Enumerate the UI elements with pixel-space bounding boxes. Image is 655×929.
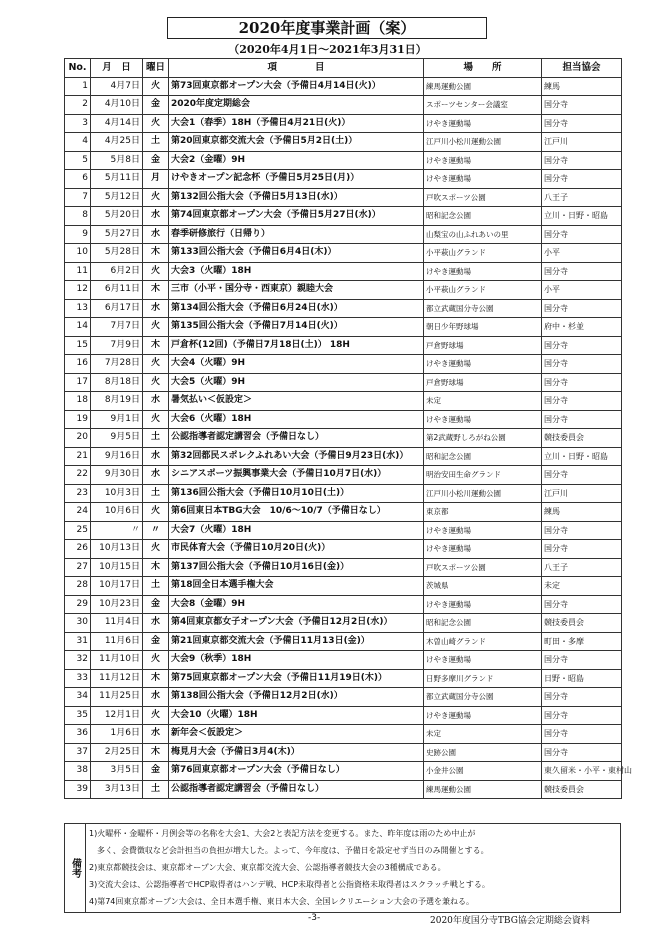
row-item: 春季研修旅行（日帰り） <box>169 225 424 244</box>
row-date: 6月17日 <box>91 299 143 318</box>
row-place: 小平萩山グランド <box>424 244 542 263</box>
row-place: 戸倉野球場 <box>424 336 542 355</box>
period-subtitle: （2020年4月1日～2021年3月31日） <box>228 43 427 56</box>
row-place: 都立武蔵国分寺公園 <box>424 299 542 318</box>
row-place: けやき運動場 <box>424 410 542 429</box>
row-assoc: 競技委員会 <box>542 614 622 633</box>
row-day: 金 <box>143 632 169 651</box>
row-place: 第2武蔵野しろがね公園 <box>424 429 542 448</box>
table-row <box>65 632 622 651</box>
row-date: 10月23日 <box>91 595 143 614</box>
row-place: 朝日少年野球場 <box>424 318 542 337</box>
row-place: 木曽山崎グランド <box>424 632 542 651</box>
row-no: 36 <box>65 725 91 744</box>
row-assoc: 競技委員会 <box>542 429 622 448</box>
row-day: 木 <box>143 336 169 355</box>
row-place: けやき運動場 <box>424 595 542 614</box>
row-assoc: 国分寺 <box>542 410 622 429</box>
row-day: 火 <box>143 262 169 281</box>
row-date: 10月15日 <box>91 558 143 577</box>
row-item: 第18回全日本選手権大会 <box>169 577 424 596</box>
row-day: 火 <box>143 355 169 374</box>
row-item: 第136回公指大会（予備日10月10日(土)） <box>169 484 424 503</box>
row-item: 第75回東京都オープン大会（予備日11月19日(木)） <box>169 669 424 688</box>
row-day: 木 <box>143 244 169 263</box>
row-day: 土 <box>143 484 169 503</box>
header-day: 曜日 <box>143 59 169 78</box>
row-day: 水 <box>143 725 169 744</box>
row-place: けやき運動場 <box>424 170 542 189</box>
row-item: 第6回東日本TBG大会 10/6～10/7（予備日なし） <box>169 503 424 522</box>
row-place: けやき運動場 <box>424 114 542 133</box>
row-place: 小平萩山グランド <box>424 281 542 300</box>
row-item: 第133回公指大会（予備日6月4日(木)） <box>169 244 424 263</box>
row-assoc: 未定 <box>542 577 622 596</box>
table-row <box>65 410 622 429</box>
row-no: 32 <box>65 651 91 670</box>
table-row <box>65 170 622 189</box>
row-no: 21 <box>65 447 91 466</box>
row-day: 木 <box>143 669 169 688</box>
row-day: 火 <box>143 114 169 133</box>
row-assoc: 立川・日野・昭島 <box>542 447 622 466</box>
notes-box <box>64 823 621 913</box>
note-line: 4)第74回東京都オープン大会は、全日本選手権、東日本大会、全国レクリエーション大会の予選を兼ねる。 <box>89 897 475 906</box>
row-item: 大会1（春季）18H（予備日4月21日(火)） <box>169 114 424 133</box>
row-date: 4月25日 <box>91 133 143 152</box>
row-date: 10月13日 <box>91 540 143 559</box>
row-day: 金 <box>143 762 169 781</box>
row-no: 23 <box>65 484 91 503</box>
row-day: 火 <box>143 540 169 559</box>
row-item: 梅見月大会（予備日3月4(木)） <box>169 743 424 762</box>
row-item: 大会7（火曜）18H <box>169 521 424 540</box>
row-day: 水 <box>143 299 169 318</box>
note-line: 多く、会費徴収など会計担当の負担が増大した。よって、今年度は、予備日を設定せず当日のみ開催とする。 <box>89 846 489 855</box>
row-day: 土 <box>143 429 169 448</box>
row-place: けやき運動場 <box>424 151 542 170</box>
header-item: 項 目 <box>169 59 424 78</box>
row-item: 大会9（秋季）18H <box>169 651 424 670</box>
table-row <box>65 299 622 318</box>
row-date: 4月10日 <box>91 96 143 115</box>
row-date: 11月25日 <box>91 688 143 707</box>
row-place: 未定 <box>424 392 542 411</box>
table-row <box>65 725 622 744</box>
row-place: 東京都 <box>424 503 542 522</box>
row-item: 公認指導者認定講習会（予備日なし） <box>169 780 424 799</box>
table-row <box>65 484 622 503</box>
row-day: 水 <box>143 466 169 485</box>
table-row <box>65 688 622 707</box>
row-assoc: 国分寺 <box>542 170 622 189</box>
row-assoc: 立川・日野・昭島 <box>542 207 622 226</box>
page-number: -3- <box>308 913 321 923</box>
row-no: 12 <box>65 281 91 300</box>
table-row <box>65 244 622 263</box>
row-date: 3月5日 <box>91 762 143 781</box>
row-place: 昭和記念公園 <box>424 614 542 633</box>
row-date: 7月7日 <box>91 318 143 337</box>
row-no: 4 <box>65 133 91 152</box>
row-day: 火 <box>143 318 169 337</box>
row-assoc: 国分寺 <box>542 336 622 355</box>
row-date: 4月7日 <box>91 77 143 96</box>
header-assoc: 担当協会 <box>542 59 622 78</box>
table-row <box>65 614 622 633</box>
table-row <box>65 336 622 355</box>
row-assoc: 国分寺 <box>542 521 622 540</box>
table-row <box>65 77 622 96</box>
row-item: 第138回公指大会（予備日12月2日(水)） <box>169 688 424 707</box>
row-place: 史跡公園 <box>424 743 542 762</box>
page-title: 2020年度事業計画（案） <box>167 17 487 39</box>
table-row <box>65 540 622 559</box>
row-item: 三市（小平・国分寺・西東京）親睦大会 <box>169 281 424 300</box>
row-item: 大会2（金曜）9H <box>169 151 424 170</box>
table-row <box>65 114 622 133</box>
row-item: 第132回公指大会（予備日5月13日(水)） <box>169 188 424 207</box>
row-date: 9月16日 <box>91 447 143 466</box>
table-row <box>65 207 622 226</box>
row-assoc: 国分寺 <box>542 725 622 744</box>
row-no: 7 <box>65 188 91 207</box>
row-place: 明治安田生命グランド <box>424 466 542 485</box>
row-no: 20 <box>65 429 91 448</box>
row-day: 水 <box>143 447 169 466</box>
row-date: 〃 <box>91 521 143 540</box>
table-row <box>65 262 622 281</box>
row-date: 10月17日 <box>91 577 143 596</box>
row-date: 5月8日 <box>91 151 143 170</box>
row-assoc: 江戸川 <box>542 133 622 152</box>
row-place: 日野多摩川グランド <box>424 669 542 688</box>
row-assoc: 江戸川 <box>542 484 622 503</box>
document-footer: 2020年度国分寺TBG協会定期総会資料 <box>430 916 590 926</box>
table-row <box>65 447 622 466</box>
row-day: 水 <box>143 392 169 411</box>
row-place: 江戸川小松川運動公園 <box>424 133 542 152</box>
row-date: 11月6日 <box>91 632 143 651</box>
row-assoc: 国分寺 <box>542 355 622 374</box>
note-line: 2)東京都競技会は、東京都オープン大会、東京都交流大会、公認指導者競技大会の3種構成である。 <box>89 863 446 872</box>
row-day: 火 <box>143 651 169 670</box>
row-assoc: 国分寺 <box>542 595 622 614</box>
row-date: 9月1日 <box>91 410 143 429</box>
row-no: 18 <box>65 392 91 411</box>
row-no: 13 <box>65 299 91 318</box>
table-row <box>65 281 622 300</box>
row-no: 30 <box>65 614 91 633</box>
row-no: 14 <box>65 318 91 337</box>
row-place: けやき運動場 <box>424 651 542 670</box>
row-day: 〃 <box>143 521 169 540</box>
row-date: 11月10日 <box>91 651 143 670</box>
row-place: 練馬運動公園 <box>424 780 542 799</box>
note-line: 3)交流大会は、公認指導者でHCP取得者はハンデ戦、HCP未取得者と公指資格未取得者はスクラッチ戦とする。 <box>89 880 490 889</box>
table-row <box>65 392 622 411</box>
table-row <box>65 706 622 725</box>
row-date: 2月25日 <box>91 743 143 762</box>
row-day: 水 <box>143 225 169 244</box>
row-date: 8月18日 <box>91 373 143 392</box>
row-date: 5月11日 <box>91 170 143 189</box>
row-assoc: 小平 <box>542 281 622 300</box>
row-date: 4月14日 <box>91 114 143 133</box>
row-no: 39 <box>65 780 91 799</box>
row-assoc: 国分寺 <box>542 225 622 244</box>
row-day: 火 <box>143 706 169 725</box>
row-date: 12月1日 <box>91 706 143 725</box>
row-day: 金 <box>143 151 169 170</box>
row-day: 土 <box>143 577 169 596</box>
row-no: 19 <box>65 410 91 429</box>
row-date: 8月19日 <box>91 392 143 411</box>
row-item: 市民体育大会（予備日10月20日(火)） <box>169 540 424 559</box>
table-row <box>65 151 622 170</box>
table-row <box>65 577 622 596</box>
row-assoc: 国分寺 <box>542 392 622 411</box>
row-item: 公認指導者認定講習会（予備日なし） <box>169 429 424 448</box>
row-day: 火 <box>143 373 169 392</box>
row-date: 5月20日 <box>91 207 143 226</box>
row-day: 土 <box>143 780 169 799</box>
row-item: 大会8（金曜）9H <box>169 595 424 614</box>
table-header-row <box>65 59 622 78</box>
row-day: 木 <box>143 743 169 762</box>
row-no: 31 <box>65 632 91 651</box>
row-assoc: 国分寺 <box>542 373 622 392</box>
row-item: 大会5（火曜）9H <box>169 373 424 392</box>
row-place: 戸吹スポーツ公園 <box>424 188 542 207</box>
row-no: 33 <box>65 669 91 688</box>
table-row <box>65 503 622 522</box>
row-no: 28 <box>65 577 91 596</box>
row-place: スポーツセンター会議室 <box>424 96 542 115</box>
row-date: 1月6日 <box>91 725 143 744</box>
row-item: 第134回公指大会（予備日6月24日(水)） <box>169 299 424 318</box>
row-assoc: 練馬 <box>542 503 622 522</box>
schedule-table <box>64 58 632 799</box>
row-item: 大会4（火曜）9H <box>169 355 424 374</box>
row-place: けやき運動場 <box>424 262 542 281</box>
row-assoc: 国分寺 <box>542 114 622 133</box>
row-item: 大会3（火曜）18H <box>169 262 424 281</box>
row-day: 木 <box>143 558 169 577</box>
row-date: 3月13日 <box>91 780 143 799</box>
row-no: 26 <box>65 540 91 559</box>
row-place: けやき運動場 <box>424 521 542 540</box>
row-assoc: 国分寺 <box>542 540 622 559</box>
header-date: 月 日 <box>91 59 143 78</box>
row-assoc: 国分寺 <box>542 743 622 762</box>
row-day: 水 <box>143 614 169 633</box>
table-row <box>65 595 622 614</box>
row-item: 第135回公指大会（予備日7月14日(火)） <box>169 318 424 337</box>
row-no: 10 <box>65 244 91 263</box>
row-item: 第137回公指大会（予備日10月16日(金)） <box>169 558 424 577</box>
row-date: 11月4日 <box>91 614 143 633</box>
table-row <box>65 669 622 688</box>
row-place: けやき運動場 <box>424 540 542 559</box>
row-day: 木 <box>143 281 169 300</box>
row-item: 大会6（火曜）18H <box>169 410 424 429</box>
row-item: 新年会＜仮設定＞ <box>169 725 424 744</box>
row-assoc: 国分寺 <box>542 96 622 115</box>
table-row <box>65 373 622 392</box>
row-assoc: 国分寺 <box>542 651 622 670</box>
row-place: 小金井公園 <box>424 762 542 781</box>
row-day: 水 <box>143 207 169 226</box>
row-no: 22 <box>65 466 91 485</box>
row-place: 昭和記念公園 <box>424 207 542 226</box>
row-assoc: 国分寺 <box>542 299 622 318</box>
row-place: 練馬運動公園 <box>424 77 542 96</box>
table-row <box>65 225 622 244</box>
row-date: 11月12日 <box>91 669 143 688</box>
table-row <box>65 521 622 540</box>
table-row <box>65 355 622 374</box>
row-item: 戸倉杯(12回)（予備日7月18日(土)） 18H <box>169 336 424 355</box>
row-item: 第76回東京都オープン大会（予備日なし） <box>169 762 424 781</box>
row-no: 35 <box>65 706 91 725</box>
row-no: 3 <box>65 114 91 133</box>
row-item: 第20回東京都交流大会（予備日5月2日(土)） <box>169 133 424 152</box>
row-assoc: 府中・杉並 <box>542 318 622 337</box>
row-place: けやき運動場 <box>424 355 542 374</box>
row-no: 38 <box>65 762 91 781</box>
row-no: 29 <box>65 595 91 614</box>
row-day: 火 <box>143 188 169 207</box>
row-assoc: 小平 <box>542 244 622 263</box>
row-no: 2 <box>65 96 91 115</box>
row-assoc: 国分寺 <box>542 466 622 485</box>
row-assoc: 町田・多摩 <box>542 632 622 651</box>
row-day: 月 <box>143 170 169 189</box>
row-day: 水 <box>143 688 169 707</box>
row-place: 茨城県 <box>424 577 542 596</box>
row-assoc: 国分寺 <box>542 151 622 170</box>
table-row <box>65 429 622 448</box>
row-day: 金 <box>143 595 169 614</box>
row-place: 江戸川小松川運動公園 <box>424 484 542 503</box>
row-item: 大会10（火曜）18H <box>169 706 424 725</box>
row-no: 27 <box>65 558 91 577</box>
row-date: 9月30日 <box>91 466 143 485</box>
row-no: 6 <box>65 170 91 189</box>
row-no: 34 <box>65 688 91 707</box>
notes-label: 備考 <box>65 824 86 912</box>
row-place: 山梨宝の山ふれあいの里 <box>424 225 542 244</box>
row-assoc: 八王子 <box>542 558 622 577</box>
row-no: 37 <box>65 743 91 762</box>
table-row <box>65 743 622 762</box>
row-no: 5 <box>65 151 91 170</box>
row-assoc: 国分寺 <box>542 262 622 281</box>
row-no: 8 <box>65 207 91 226</box>
table-row <box>65 133 622 152</box>
row-no: 9 <box>65 225 91 244</box>
table-row <box>65 651 622 670</box>
table-row <box>65 780 622 799</box>
table-row <box>65 318 622 337</box>
row-date: 9月5日 <box>91 429 143 448</box>
row-date: 10月3日 <box>91 484 143 503</box>
row-assoc: 東久留米・小平・東村山 <box>542 762 622 781</box>
row-no: 25 <box>65 521 91 540</box>
table-row <box>65 96 622 115</box>
row-item: 第4回東京都女子オープン大会（予備日12月2日(水)） <box>169 614 424 633</box>
row-date: 10月6日 <box>91 503 143 522</box>
row-no: 11 <box>65 262 91 281</box>
row-date: 6月11日 <box>91 281 143 300</box>
row-day: 火 <box>143 77 169 96</box>
row-assoc: 日野・昭島 <box>542 669 622 688</box>
row-day: 火 <box>143 410 169 429</box>
row-no: 16 <box>65 355 91 374</box>
row-place: 戸吹スポーツ公園 <box>424 558 542 577</box>
row-date: 7月9日 <box>91 336 143 355</box>
row-date: 5月28日 <box>91 244 143 263</box>
row-item: 第73回東京都オープン大会（予備日4月14日(火)） <box>169 77 424 96</box>
row-item: シニアスポーツ振興事業大会（予備日10月7日(水)） <box>169 466 424 485</box>
row-day: 火 <box>143 503 169 522</box>
row-day: 土 <box>143 133 169 152</box>
row-item: けやきオープン記念杯（予備日5月25日(月)） <box>169 170 424 189</box>
row-day: 金 <box>143 96 169 115</box>
row-item: 第21回東京都交流大会（予備日11月13日(金)） <box>169 632 424 651</box>
row-item: 2020年度定期総会 <box>169 96 424 115</box>
row-assoc: 競技委員会 <box>542 780 622 799</box>
table-row <box>65 466 622 485</box>
row-assoc: 国分寺 <box>542 688 622 707</box>
row-assoc: 国分寺 <box>542 706 622 725</box>
row-no: 24 <box>65 503 91 522</box>
header-place: 場 所 <box>424 59 542 78</box>
row-assoc: 練馬 <box>542 77 622 96</box>
row-place: 都立武蔵国分寺公園 <box>424 688 542 707</box>
row-place: 未定 <box>424 725 542 744</box>
row-item: 暑気払い＜仮設定＞ <box>169 392 424 411</box>
row-place: けやき運動場 <box>424 706 542 725</box>
row-no: 17 <box>65 373 91 392</box>
row-date: 7月28日 <box>91 355 143 374</box>
table-row <box>65 558 622 577</box>
row-item: 第32回都民スポレクふれあい大会（予備日9月23日(水)） <box>169 447 424 466</box>
row-place: 戸倉野球場 <box>424 373 542 392</box>
row-no: 1 <box>65 77 91 96</box>
row-no: 15 <box>65 336 91 355</box>
row-place: 昭和記念公園 <box>424 447 542 466</box>
row-date: 6月2日 <box>91 262 143 281</box>
row-date: 5月27日 <box>91 225 143 244</box>
row-assoc: 八王子 <box>542 188 622 207</box>
table-row <box>65 762 622 781</box>
note-line: 1)火曜杯・金曜杯・月例会等の名称を大会1、大会2と表記方法を変更する。また、昨年度は雨のため中止が <box>89 829 476 838</box>
row-date: 5月12日 <box>91 188 143 207</box>
header-no: No. <box>65 59 91 78</box>
row-item: 第74回東京都オープン大会（予備日5月27日(水)） <box>169 207 424 226</box>
table-row <box>65 188 622 207</box>
